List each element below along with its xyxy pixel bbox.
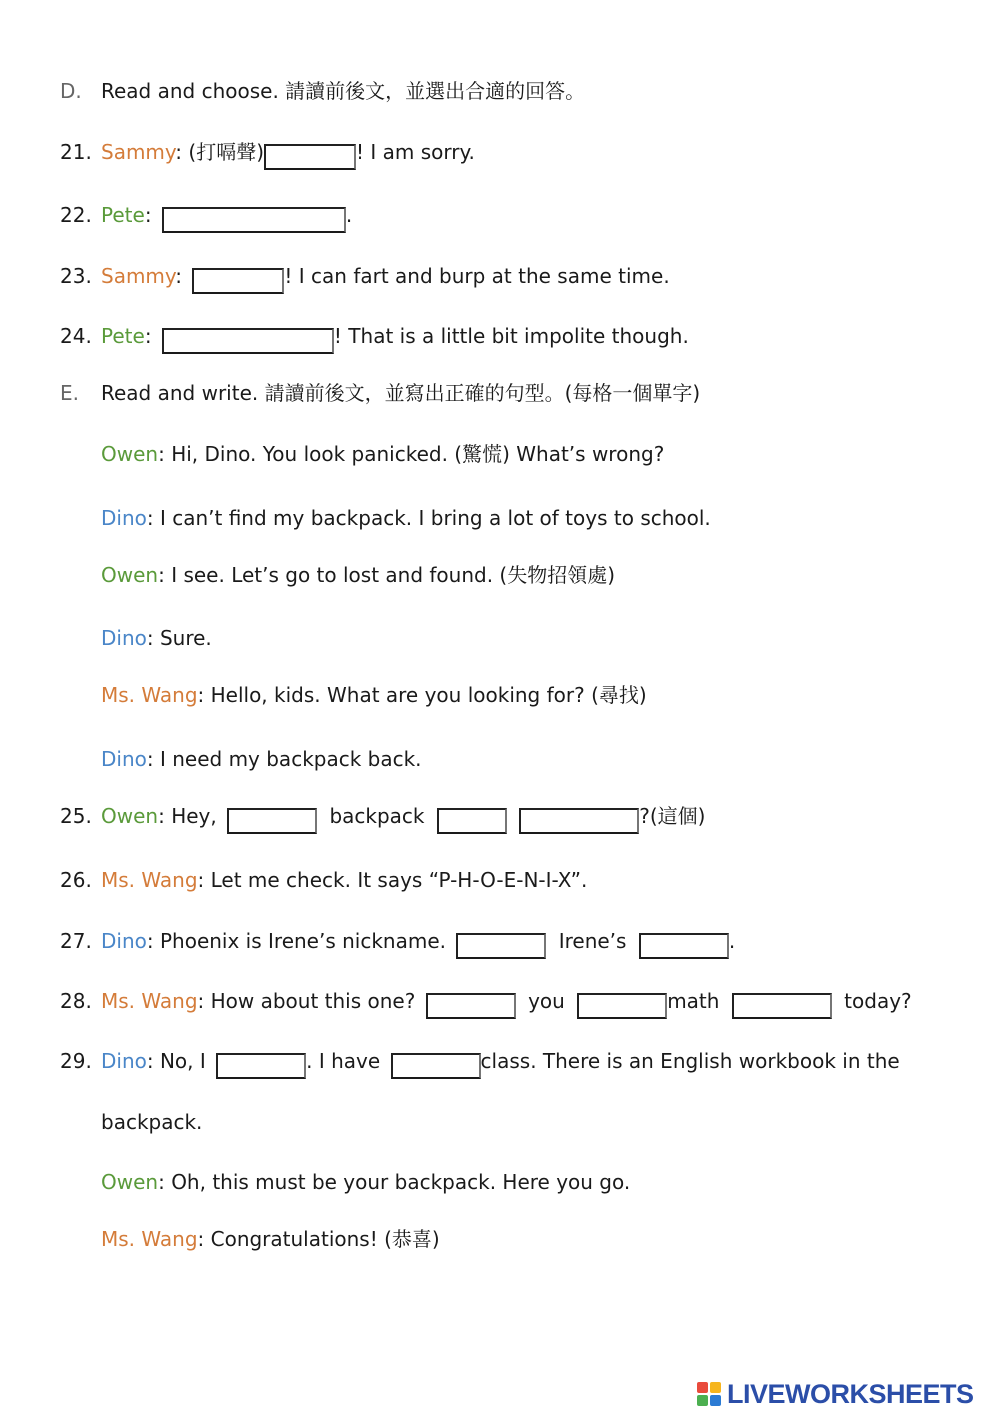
liveworksheets-logo [697, 1377, 974, 1411]
line-text: backpack [329, 804, 425, 828]
answer-blank[interactable] [577, 993, 667, 1019]
line-text: ?(這個) [639, 804, 706, 828]
answer-blank[interactable] [456, 933, 546, 959]
line-text: . I have [306, 1049, 381, 1073]
answer-blank[interactable] [264, 144, 356, 170]
answer-blank[interactable] [437, 808, 507, 834]
line-text: : I see. Let’s go to lost and found. (失物招領處) [158, 563, 616, 587]
line-text: ! That is a little bit impolite though. [333, 324, 689, 348]
answer-blank[interactable] [639, 933, 729, 959]
line-text: : [144, 203, 152, 227]
section-instruction: Read and write. 請讀前後文，並寫出正確的句型。(每格一個單字) [101, 381, 701, 405]
speaker-name: Dino [101, 747, 147, 771]
line-text: : I need my backpack back. [146, 747, 422, 771]
line-text: . [345, 203, 353, 227]
speaker-name: Owen [101, 1170, 159, 1194]
question-number: 24. [60, 324, 92, 348]
speaker-name: Pete [101, 203, 145, 227]
line-text: you [528, 989, 565, 1013]
logo-text: LIVEWORKSHEETS [727, 1378, 974, 1409]
answer-blank[interactable] [162, 207, 346, 233]
line-text: : Phoenix is Irene’s nickname. [146, 929, 446, 953]
line-text: : Hey, [158, 804, 217, 828]
line-text: : Oh, this must be your backpack. Here you go. [158, 1170, 631, 1194]
line-text: : [144, 324, 152, 348]
line-text: : I can’t find my backpack. I bring a lot of toys to school. [146, 506, 711, 530]
line-text: Irene’s [558, 929, 627, 953]
section-instruction: Read and choose. 請讀前後文，並選出合適的回答。 [101, 79, 586, 103]
logo-icon [697, 1382, 721, 1406]
line-text: : Sure. [146, 626, 212, 650]
line-text: : No, I [146, 1049, 206, 1073]
speaker-name: Owen [101, 442, 159, 466]
question-number: 29. [60, 1049, 92, 1073]
speaker-name: Dino [101, 506, 147, 530]
line-text: : Hi, Dino. You look panicked. (驚慌) What’s wrong? [158, 442, 665, 466]
speaker-name: Ms. Wang [101, 868, 198, 892]
speaker-name: Dino [101, 929, 147, 953]
answer-blank[interactable] [227, 808, 317, 834]
answer-blank[interactable] [162, 328, 334, 354]
speaker-name: Owen [101, 804, 159, 828]
speaker-name: Owen [101, 563, 159, 587]
speaker-name: Ms. Wang [101, 683, 198, 707]
question-number: 27. [60, 929, 92, 953]
answer-blank[interactable] [426, 993, 516, 1019]
line-text: ! I can fart and burp at the same time. [284, 264, 670, 288]
line-text: ! I am sorry. [356, 140, 475, 164]
line-text: : [175, 264, 183, 288]
answer-blank[interactable] [192, 268, 284, 294]
question-number: 23. [60, 264, 92, 288]
line-text: math [667, 989, 720, 1013]
question-number: 26. [60, 868, 92, 892]
speaker-name: Ms. Wang [101, 989, 198, 1013]
answer-blank[interactable] [216, 1053, 306, 1079]
speaker-name: Ms. Wang [101, 1227, 198, 1251]
speaker-name: Sammy [101, 264, 176, 288]
question-number: 25. [60, 804, 92, 828]
line-text: : How about this one? [197, 989, 416, 1013]
speaker-name: Dino [101, 626, 147, 650]
line-text: today? [844, 989, 912, 1013]
question-number: 28. [60, 989, 92, 1013]
question-number: 21. [60, 140, 92, 164]
speaker-name: Pete [101, 324, 145, 348]
line-text: : Congratulations! (恭喜) [197, 1227, 440, 1251]
line-text: class. There is an English workbook in the [480, 1049, 900, 1073]
line-text: . [728, 929, 736, 953]
line-text: : Let me check. It says “P-H-O-E-N-I-X”. [197, 868, 588, 892]
answer-blank[interactable] [391, 1053, 481, 1079]
answer-blank[interactable] [732, 993, 832, 1019]
speaker-name: Dino [101, 1049, 147, 1073]
section-letter: D. [60, 79, 82, 103]
line-text: backpack. [101, 1110, 203, 1134]
section-letter: E. [60, 381, 79, 405]
speaker-name: Sammy [101, 140, 176, 164]
line-text: : (打嗝聲) [175, 140, 264, 164]
line-text: : Hello, kids. What are you looking for? (尋找) [197, 683, 647, 707]
question-number: 22. [60, 203, 92, 227]
answer-blank[interactable] [519, 808, 639, 834]
